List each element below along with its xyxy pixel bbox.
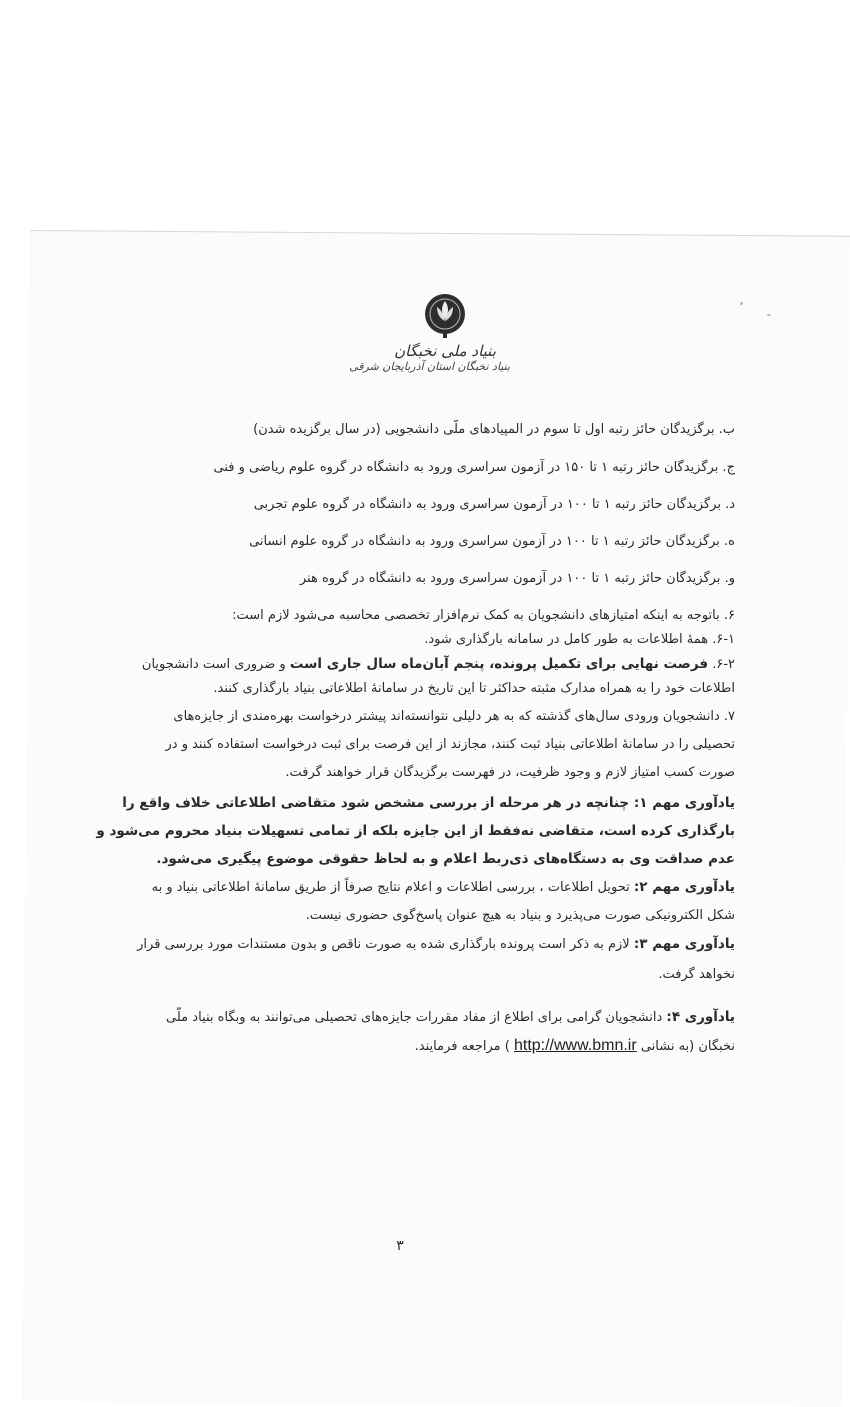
reminder-1-line2: بارگذاری کرده است، متقاضی نه‌فقط از این جایزه بلکه از تمامی تسهیلات بنیاد محروم می‌شود و <box>96 823 735 839</box>
reminder-1-label: یادآوری مهم ۱: <box>633 795 735 811</box>
reminder-2-label: یادآوری مهم ۲: <box>633 879 735 895</box>
reminder-4-line1: یادآوری ۴: دانشجویان گرامی برای اطلاع از مفاد مقررات جایزه‌های تحصیلی می‌توانند به وبگاه بنیاد ملّی <box>166 1009 735 1025</box>
reminder-3-line1: یادآوری مهم ۳: لازم به ذکر است پرونده بارگذاری شده به صورت ناقص و بدون مستندات مورد بررسی قرار <box>137 936 735 952</box>
foundation-emblem-icon <box>423 292 467 340</box>
section-6-2-rest: و ضروری است دانشجویان <box>141 657 286 672</box>
reminder-4-label: یادآوری ۴: <box>666 1009 735 1025</box>
section-6-1: ۶-۱. همهٔ اطلاعات به طور کامل در سامانه بارگذاری شود. <box>424 632 735 647</box>
reminder-3-label: یادآوری مهم ۳: <box>633 936 735 952</box>
item-h: ه. برگزیدگان حائز رتبه ۱ تا ۱۰۰ در آزمون سراسری ورود به دانشگاه در گروه علوم انسانی <box>249 534 735 549</box>
document-body <box>95 420 735 1057</box>
reminder-1-line1: یادآوری مهم ۱: چنانچه در هر مرحله از بررسی مشخص شود متقاضی اطلاعاتی خلاف واقع را <box>122 795 735 811</box>
section-6-2-line2: اطلاعات خود را به همراه مدارک مثبته حداکثر تا این تاریخ در سامانهٔ اطلاعاتی بنیاد بارگذاری کنند. <box>213 681 735 696</box>
org-subtitle: بنیاد نخبگان استان آذربایجان شرقی <box>349 360 510 373</box>
foundation-logo <box>349 292 510 392</box>
section-7-line3: صورت کسب امتیاز لازم و وجود ظرفیت، در فهرست برگزیدگان قرار خواهند گرفت. <box>285 765 735 780</box>
item-j: ج. برگزیدگان حائز رتبه ۱ تا ۱۵۰ در آزمون سراسری ورود به دانشگاه در گروه علوم ریاضی و فنی <box>213 460 735 475</box>
reminder-3-line2: نخواهد گرفت. <box>658 967 735 982</box>
section-6-2 <box>95 654 735 675</box>
item-b: ب. برگزیدگان حائز رتبه اول تا سوم در المپیادهای ملّی دانشجویی (در سال برگزیده شدن) <box>253 422 735 437</box>
section-6-2-number: ۶-۲. <box>712 657 735 672</box>
scan-speck <box>740 302 743 305</box>
reminder-2-line1: یادآوری مهم ۲: تحویل اطلاعات ، بررسی اطلاعات و اعلام نتایج صرفاً از طریق سامانهٔ اطلاعاتی بنیاد و به <box>151 879 735 895</box>
website-link[interactable]: http://www.bmn.ir <box>513 1037 637 1054</box>
item-v: و. برگزیدگان حائز رتبه ۱ تا ۱۰۰ در آزمون سراسری ورود به دانشگاه در گروه هنر <box>299 571 735 586</box>
scan-speck <box>767 314 771 316</box>
section-6-intro: ۶. باتوجه به اینکه امتیازهای دانشجویان به کمک نرم‌افزار تخصصی محاسبه می‌شود لازم است: <box>232 608 735 623</box>
section-7-line1: ۷. دانشجویان ورودی سال‌های گذشته که به هر دلیلی نتوانسته‌اند پیشتر درخواست بهره‌مندی از جایزه‌های <box>173 709 735 724</box>
reminder-4-line2: نخبگان (به نشانی http://www.bmn.ir ) مراجعه فرمایند. <box>414 1037 735 1054</box>
reminder-2-line2: شکل الکترونیکی صورت می‌پذیرد و بنیاد به هیچ عنوان پاسخ‌گوی حضوری نیست. <box>305 908 735 923</box>
item-d: د. برگزیدگان حائز رتبه ۱ تا ۱۰۰ در آزمون سراسری ورود به دانشگاه در گروه علوم تجربی <box>253 497 735 512</box>
reminder-1-line3: عدم صداقت وی به دستگاه‌های ذی‌ربط اعلام و به لحاظ حقوقی موضوع پیگیری می‌شود. <box>156 851 735 867</box>
org-name: بنیاد ملی نخبگان <box>394 342 496 360</box>
section-7-line2: تحصیلی را در سامانهٔ اطلاعاتی بنیاد ثبت کنند، مجازند از این فرصت برای ثبت درخواست استفاده کنند و در <box>165 737 735 752</box>
page-number: ۳ <box>396 1238 404 1254</box>
section-6-2-deadline: فرصت نهایی برای تکمیل پرونده، پنجم آبان‌ماه سال جاری است <box>289 656 709 672</box>
